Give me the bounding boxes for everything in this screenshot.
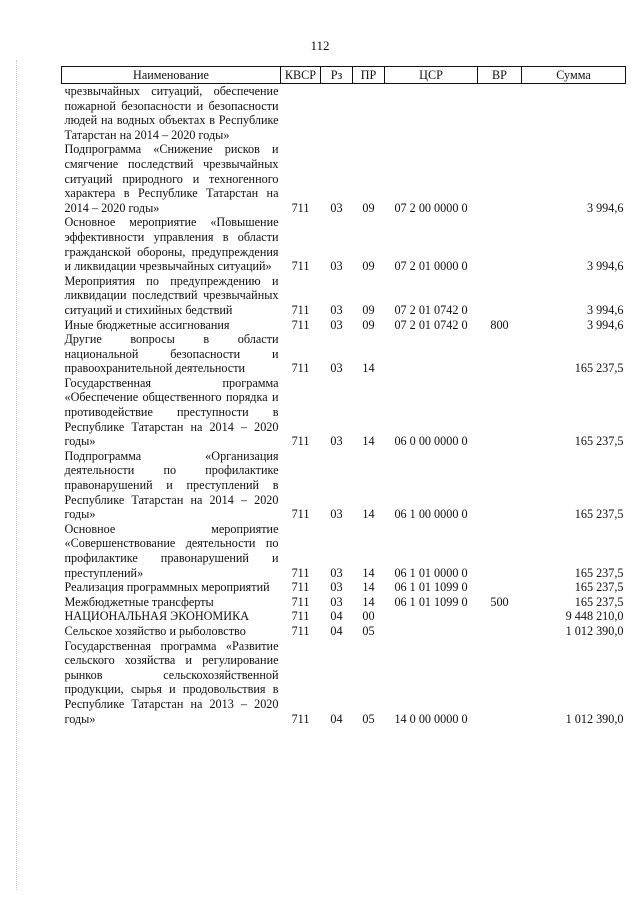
cell-kvsr: 711 xyxy=(291,565,310,580)
cell-name: Основное мероприятие «Совершенствование деятельности по профилактике правонарушений и преступлений» xyxy=(64,521,279,580)
cell-kvsr: 711 xyxy=(291,623,310,638)
cell-vr: 500 xyxy=(490,594,509,609)
cell-rz: 03 xyxy=(330,594,343,609)
cell-rz xyxy=(321,84,353,143)
cell-vr xyxy=(478,84,522,143)
cell-csr xyxy=(385,624,478,639)
cell-pr: 00 xyxy=(362,609,375,624)
header-pr: ПР xyxy=(353,67,385,84)
cell-pr: 09 xyxy=(362,200,375,215)
cell-sum: 1 012 390,0 xyxy=(565,623,624,638)
cell-sum: 3 994,6 xyxy=(586,200,624,215)
table-row xyxy=(62,595,626,610)
cell-csr: 07 2 01 0000 0 xyxy=(394,259,468,274)
cell-name: чрезвычайных ситуаций, обеспечение пожарной безопасности и безопасности людей на водных объектах в Республике Татарстан на 2014 – 2020 годы» xyxy=(64,84,279,142)
cell-kvsr: 711 xyxy=(291,200,310,215)
cell-csr: 06 1 00 0000 0 xyxy=(394,507,468,522)
cell-kvsr: 711 xyxy=(291,594,310,609)
cell-csr: 06 1 01 1099 0 xyxy=(394,580,468,595)
table-body xyxy=(62,84,626,727)
cell-name: Реализация программных мероприятий xyxy=(64,580,270,595)
cell-kvsr: 711 xyxy=(291,361,310,376)
cell-sum xyxy=(522,84,626,143)
table-row xyxy=(62,522,626,580)
table-row xyxy=(62,84,626,143)
cell-sum: 165 237,5 xyxy=(574,594,624,609)
table-row xyxy=(62,609,626,624)
cell-rz: 03 xyxy=(330,565,343,580)
cell-name: Основное мероприятие «Повышение эффективности управления в области гражданской обороны, предупреждения и ликвидации чрезвычайных ситуаций» xyxy=(64,215,279,274)
cell-sum: 165 237,5 xyxy=(574,434,624,449)
table-header-row xyxy=(62,67,626,84)
table-row xyxy=(62,332,626,376)
cell-rz: 04 xyxy=(330,623,343,638)
cell-csr: 06 0 00 0000 0 xyxy=(394,434,468,449)
cell-vr xyxy=(478,142,522,215)
cell-name: Другие вопросы в области национальной безопасности и правоохранительной деятельности xyxy=(64,332,279,376)
cell-kvsr: 711 xyxy=(291,302,310,317)
cell-name: Иные бюджетные ассигнования xyxy=(64,317,230,332)
cell-rz: 03 xyxy=(330,317,343,332)
cell-pr: 14 xyxy=(362,361,375,376)
cell-vr xyxy=(478,449,522,522)
cell-kvsr: 711 xyxy=(291,507,310,522)
table-row xyxy=(62,580,626,595)
header-name: Наименование xyxy=(62,67,281,84)
cell-pr: 14 xyxy=(362,507,375,522)
cell-pr xyxy=(353,84,385,143)
cell-kvsr xyxy=(281,84,321,143)
table-row xyxy=(62,639,626,727)
cell-kvsr: 711 xyxy=(291,711,310,726)
cell-pr: 14 xyxy=(362,594,375,609)
cell-sum: 3 994,6 xyxy=(586,302,624,317)
cell-csr xyxy=(385,84,478,143)
table-row xyxy=(62,624,626,639)
cell-csr: 06 1 01 1099 0 xyxy=(394,594,468,609)
cell-name: НАЦИОНАЛЬНАЯ ЭКОНОМИКА xyxy=(64,609,249,624)
scan-edge-mark xyxy=(16,60,17,890)
table-row xyxy=(62,318,626,333)
cell-vr xyxy=(478,639,522,727)
cell-csr: 06 1 01 0000 0 xyxy=(394,565,468,580)
page-number: 112 xyxy=(310,38,330,53)
cell-vr xyxy=(478,376,522,449)
cell-rz: 03 xyxy=(330,361,343,376)
cell-kvsr: 711 xyxy=(291,580,310,595)
cell-sum: 165 237,5 xyxy=(574,361,624,376)
table-row xyxy=(62,274,626,318)
cell-vr xyxy=(478,215,522,273)
cell-rz: 03 xyxy=(330,507,343,522)
cell-sum: 3 994,6 xyxy=(586,317,624,332)
cell-pr: 09 xyxy=(362,259,375,274)
cell-csr: 07 2 01 0742 0 xyxy=(394,302,468,317)
cell-name: Межбюджетные трансферты xyxy=(64,594,214,609)
cell-sum: 9 448 210,0 xyxy=(565,609,624,624)
cell-rz: 03 xyxy=(330,200,343,215)
budget-table xyxy=(61,66,626,726)
cell-name: Подпрограмма «Организация деятельности по профилактике правонарушений и преступлений в Республике Татарстан на 2014 – 2020 годы» xyxy=(64,448,279,522)
cell-pr: 14 xyxy=(362,565,375,580)
cell-rz: 04 xyxy=(330,711,343,726)
cell-csr: 07 2 01 0742 0 xyxy=(394,317,468,332)
cell-sum: 165 237,5 xyxy=(574,565,624,580)
cell-csr: 14 0 00 0000 0 xyxy=(394,711,468,726)
cell-vr xyxy=(478,274,522,318)
cell-pr: 05 xyxy=(362,623,375,638)
cell-name: Государственная программа «Развитие сельского хозяйства и регулирование рынков сельскохозяйственной продукции, сырья и продовольствия в Республике Татарстан на 2013 – 2020 годы» xyxy=(64,638,279,726)
header-kvsr: КВСР xyxy=(281,67,321,84)
cell-rz: 04 xyxy=(330,609,343,624)
cell-vr xyxy=(478,580,522,595)
cell-kvsr: 711 xyxy=(291,259,310,274)
table-row xyxy=(62,449,626,522)
cell-vr xyxy=(478,624,522,639)
cell-pr: 09 xyxy=(362,317,375,332)
header-rz: Рз xyxy=(321,67,353,84)
cell-sum: 165 237,5 xyxy=(574,507,624,522)
cell-rz: 03 xyxy=(330,302,343,317)
cell-sum: 165 237,5 xyxy=(574,580,624,595)
header-sum: Сумма xyxy=(522,67,626,84)
cell-name: Подпрограмма «Снижение рисков и смягчение последствий чрезвычайных ситуаций природного и техногенного характера в Республике Татарстан на 2014 – 2020 годы» xyxy=(64,142,279,215)
cell-rz: 03 xyxy=(330,434,343,449)
cell-pr: 14 xyxy=(362,434,375,449)
cell-rz: 03 xyxy=(330,580,343,595)
header-csr: ЦСР xyxy=(385,67,478,84)
header-vr: ВР xyxy=(478,67,522,84)
cell-csr xyxy=(385,332,478,376)
table-row xyxy=(62,142,626,215)
cell-kvsr: 711 xyxy=(291,434,310,449)
cell-kvsr: 711 xyxy=(291,317,310,332)
cell-sum: 1 012 390,0 xyxy=(565,711,624,726)
cell-name: Сельское хозяйство и рыболовство xyxy=(64,623,246,638)
cell-sum: 3 994,6 xyxy=(586,259,624,274)
table-row xyxy=(62,215,626,273)
cell-vr xyxy=(478,332,522,376)
cell-vr xyxy=(478,609,522,624)
cell-pr: 09 xyxy=(362,302,375,317)
cell-pr: 05 xyxy=(362,711,375,726)
table-row xyxy=(62,376,626,449)
cell-name: Государственная программа «Обеспечение общественного порядка и противодействие преступности в Республике Татарстан на 2014 – 2020 годы» xyxy=(64,375,279,449)
cell-name: Мероприятия по предупреждению и ликвидации последствий чрезвычайных ситуаций и стихийных бедствий xyxy=(64,273,279,317)
cell-pr: 14 xyxy=(362,580,375,595)
cell-csr xyxy=(385,609,478,624)
cell-csr: 07 2 00 0000 0 xyxy=(394,200,468,215)
cell-vr: 800 xyxy=(490,317,509,332)
cell-vr xyxy=(478,522,522,580)
cell-rz: 03 xyxy=(330,259,343,274)
cell-kvsr: 711 xyxy=(291,609,310,624)
